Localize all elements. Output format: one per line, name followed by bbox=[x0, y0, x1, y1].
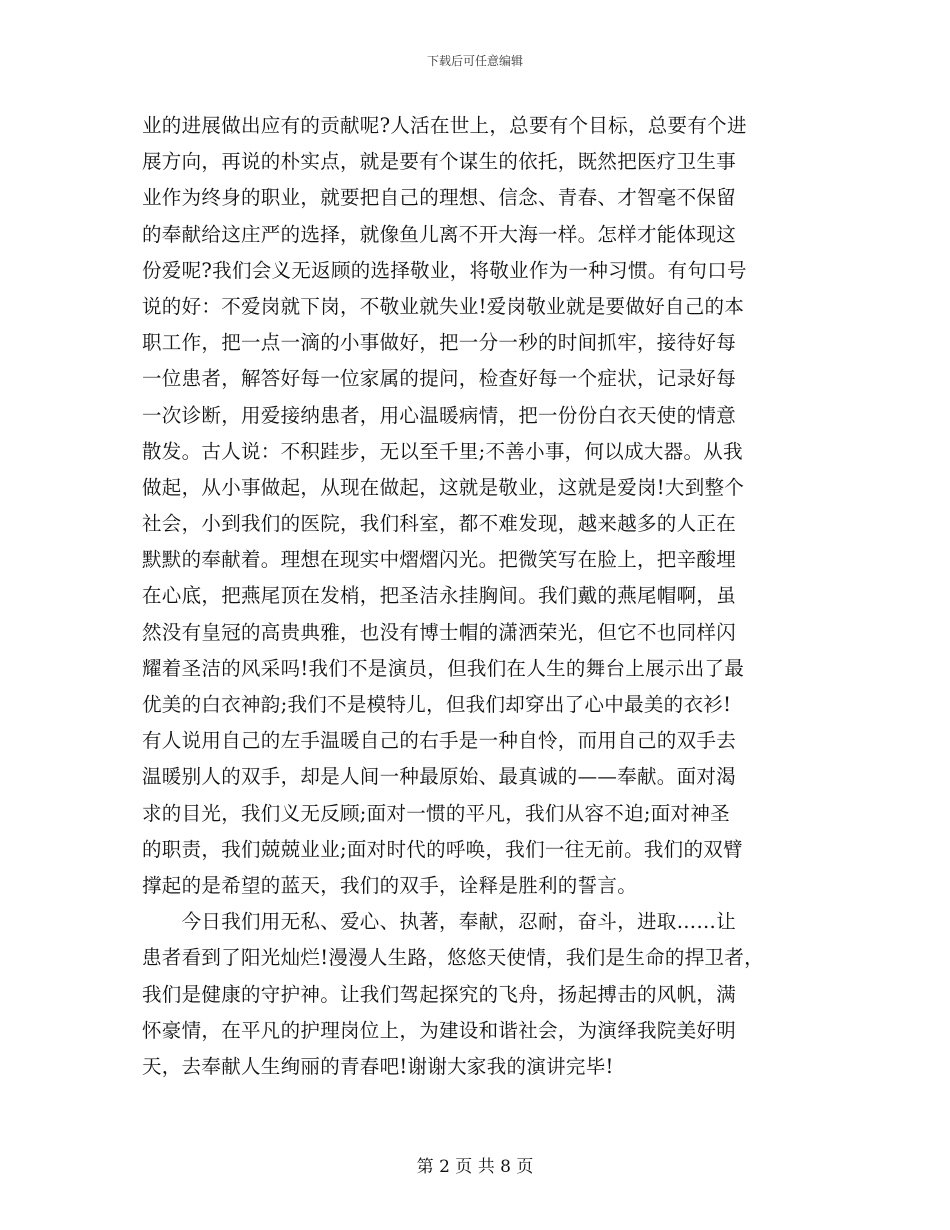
text-line: 一位患者，解答好每一位家属的提问，检查好每一个症状，记录好每 bbox=[142, 367, 737, 391]
text-line: 怀豪情，在平凡的护理岗位上，为建设和谐社会，为演绎我院美好明 bbox=[142, 1018, 737, 1042]
text-line: 在心底，把燕尾顶在发梢，把圣洁永挂胸间。我们戴的燕尾帽啊，虽 bbox=[142, 584, 737, 608]
text-line: 求的目光，我们义无反顾;面对一惯的平凡，我们从容不迫;面对神圣 bbox=[142, 801, 730, 825]
page-number: 第 2 页 共 8 页 bbox=[416, 1157, 534, 1177]
text-line: 做起，从小事做起，从现在做起，这就是敬业，这就是爱岗!大到整个 bbox=[142, 475, 745, 499]
text-line: 业的进展做出应有的贡献呢?人活在世上，总要有个目标，总要有个进 bbox=[142, 114, 747, 137]
text-line: 温暖别人的双手，却是人间一种最原始、最真诚的——奉献。面对渴 bbox=[142, 765, 737, 789]
text-line: 然没有皇冠的高贵典雅，也没有博士帽的潇洒荣光，但它不也同样闪 bbox=[142, 620, 737, 644]
text-line: 散发。古人说：不积跬步，无以至千里;不善小事，何以成大器。从我 bbox=[142, 439, 743, 463]
text-line: 天，去奉献人生绚丽的青春吧!谢谢大家我的演讲完毕! bbox=[142, 1054, 614, 1078]
text-line: 默默的奉献着。理想在现实中熠熠闪光。把微笑写在脸上，把辛酸埋 bbox=[142, 548, 737, 572]
text-line: 展方向，再说的朴实点，就是要有个谋生的依托，既然把医疗卫生事 bbox=[142, 150, 737, 174]
text-line: 职工作，把一点一滴的小事做好，把一分一秒的时间抓牢，接待好每 bbox=[142, 331, 737, 355]
text-line: 有人说用自己的左手温暖自己的右手是一种自怜，而用自己的双手去 bbox=[142, 729, 737, 753]
text-line: 患者看到了阳光灿烂!漫漫人生路，悠悠天使情，我们是生命的捍卫者， bbox=[142, 946, 764, 970]
text-line: 的职责，我们兢兢业业;面对时代的呼唤，我们一往无前。我们的双臂 bbox=[142, 837, 743, 861]
text-line: 社会，小到我们的医院，我们科室，都不难发现，越来越多的人正在 bbox=[142, 512, 737, 536]
text-line: 撑起的是希望的蓝天，我们的双手，诠释是胜利的誓言。 bbox=[142, 873, 638, 897]
text-line: 说的好：不爱岗就下岗，不敬业就失业!爱岗敬业就是要做好自己的本 bbox=[142, 294, 745, 318]
text-line: 的奉献给这庄严的选择，就像鱼儿离不开大海一样。怎样才能体现这 bbox=[142, 222, 737, 246]
text-line: 今日我们用无私、爱心、执著，奉献，忍耐，奋斗，进取……让 bbox=[142, 910, 737, 934]
document-body bbox=[142, 108, 842, 1085]
text-line: 我们是健康的守护神。让我们驾起探究的飞舟，扬起搏击的风帆，满 bbox=[142, 982, 737, 1006]
text-line: 优美的白衣神韵;我们不是模特儿，但我们却穿出了心中最美的衣衫! bbox=[142, 693, 732, 716]
text-line: 业作为终身的职业，就要把自己的理想、信念、青春、才智毫不保留 bbox=[142, 186, 737, 210]
text-line: 耀着圣洁的风采吗!我们不是演员，但我们在人生的舞台上展示出了最 bbox=[142, 656, 745, 680]
text-line: 一次诊断，用爱接纳患者，用心温暖病情，把一份份白衣天使的情意 bbox=[142, 403, 737, 427]
header-note: 下载后可任意编辑 bbox=[426, 54, 523, 68]
text-line: 份爱呢?我们会义无返顾的选择敬业，将敬业作为一种习惯。有句口号 bbox=[142, 258, 747, 282]
